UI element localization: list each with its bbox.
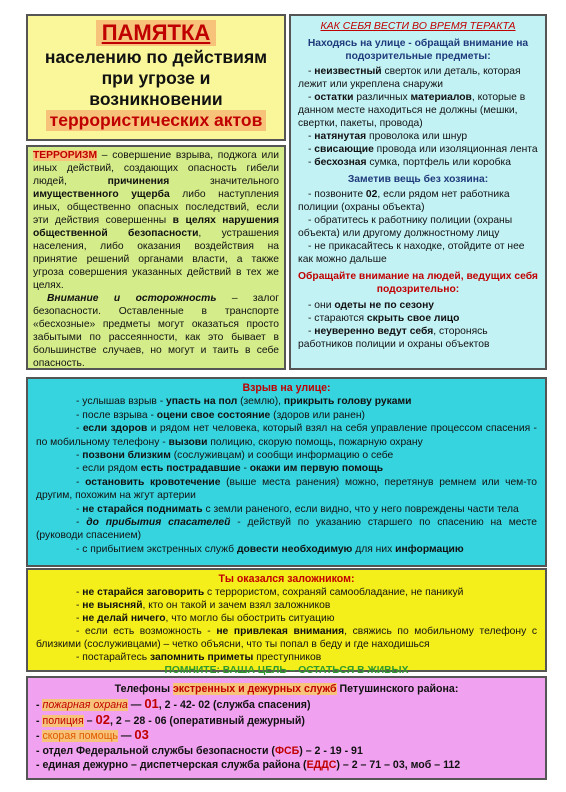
- owner-list: [298, 188, 538, 266]
- hostage-title: Ты оказался заложником:: [218, 573, 355, 585]
- list-item: - они одеты не по сезону: [308, 300, 435, 311]
- list-item: - свисающие провода или изоляционная лента: [308, 144, 538, 155]
- phone-police: - полиция – 02, 2 – 28 - 06 (оперативный дежурный): [36, 711, 305, 727]
- blast-line: - если здоров и рядом нет человека, который взял на себя управление процессом спасения - по мобильному телефону - вызови полицию, скорую помощь, пожарную охрану: [36, 423, 537, 448]
- blast-line: - если рядом есть пострадавшие - окажи им первую помощь: [76, 463, 384, 475]
- list-item: - стараются скрыть свое лицо: [308, 313, 460, 324]
- emergency-phones-panel: [26, 676, 547, 780]
- blast-line: - с прибытием экстренных служб довести необходимую для них информацию: [76, 543, 464, 555]
- remember-slogan: ПОМНИТЕ: ВАША ЦЕЛЬ – ОСТАТЬСЯ В ЖИВЫХ: [164, 665, 409, 676]
- blast-line: - до прибытия спасателей - действуй по указанию старшего по спасению на месте (руководи спасением): [36, 517, 537, 542]
- people-list: [298, 299, 538, 351]
- list-item: - остатки различных материалов, которые в данном месте находиться не должны (мешки, свертки, пакеты, провода): [298, 92, 526, 129]
- hostage-line: - не выясняй, кто он такой и зачем взял заложников: [76, 600, 331, 611]
- list-item: - натянутая проволока или шнур: [308, 131, 468, 142]
- behaviour-during-attack-panel: [289, 14, 547, 370]
- list-item: - бесхозная сумка, портфель или коробка: [308, 157, 511, 168]
- title-line-1: населению по действиям: [44, 47, 268, 67]
- term-terrorism: ТЕРРОРИЗМ: [33, 150, 98, 161]
- list-item: - неуверенно ведут себя, сторонясь работников полиции и охраны объектов: [298, 326, 490, 350]
- title-panel: [26, 14, 286, 141]
- phone-ambulance: - скорая помощь — 03: [36, 727, 149, 743]
- title-line-2: при угрозе и: [101, 68, 211, 88]
- phone-edds: - единая дежурно – диспетчерская служба района (ЕДДС) – 2 – 71 – 03, моб – 112: [36, 759, 461, 772]
- hostage-line: - не старайся заговорить с террористом, сохраняй самообладание, не паникуй: [76, 587, 464, 598]
- hostage-line: - не делай ничего, что могло бы обострить ситуацию: [76, 613, 335, 624]
- hostage-panel: [26, 568, 547, 676]
- definition-paragraph: ТЕРРОРИЗМ – совершение взрыва, поджога или иных действий, создающих опасность гибели людей, причинения значительного имущественного ущерба либо наступления иных, общественно опасных последствий, если эти действия совершенны в целях нарушения общественной безопасности, устрашения населения, либо оказания воздействия на принятие решений органами власти, а также угроза совершения указанных действий в тех же целях.: [33, 150, 279, 291]
- phone-fsb: - отдел Федеральной службы безопасности (ФСБ) – 2 - 19 - 91: [36, 744, 363, 757]
- right-heading: КАК СЕБЯ ВЕСТИ ВО ВРЕМЯ ТЕРАКТА: [320, 20, 516, 32]
- blast-line: - после взрыва - оцени свое состояние (здоров или ранен): [76, 409, 365, 421]
- terrorism-definition-panel: [26, 145, 286, 370]
- street-explosion-panel: [26, 377, 547, 567]
- blast-line: - остановить кровотечение (выше места ранения) можно, перетянув ремнем или чем-то другим, похожим на жгут артерии: [36, 476, 538, 502]
- list-item: - неизвестный сверток или деталь, которая лежит или укреплена снаружи: [298, 66, 521, 90]
- title-line-4: террористических актов: [46, 110, 267, 131]
- blast-title: Взрыв на улице:: [242, 382, 331, 394]
- title-line-3: возникновении: [89, 89, 223, 109]
- phones-title: Телефоны экстренных и дежурных служб Петушинского района:: [114, 683, 459, 695]
- list-item: - позвоните 02, если рядом нет работника полиции (охраны объекта): [298, 189, 510, 213]
- list-item: - не прикасайтесь к находке, отойдите от нее как можно дальше: [298, 241, 525, 265]
- suspicious-items-list: [298, 65, 538, 169]
- list-item: - обратитесь к работнику полиции (охраны объекта) или другому должностному лицу: [298, 215, 513, 239]
- caution-phrase: Внимание и осторожность: [47, 293, 217, 304]
- people-title: Обращайте внимание на людей, ведущих себя подозрительно:: [298, 271, 538, 295]
- blast-line: - услышав взрыв - упасть на пол (землю), прикрыть голову руками: [76, 396, 412, 408]
- hostage-line: - постарайтесь запомнить приметы преступников: [76, 652, 322, 663]
- street-title: Находясь на улице - обращай внимание на подозрительные предметы:: [307, 38, 529, 62]
- blast-line: - позвони близким (сослуживцам) и сообщи информацию о себе: [76, 450, 394, 462]
- caution-paragraph: Внимание и осторожность – залог безопасности. Оставленные в транспорте «бесхозные» предметы могут оказаться просто забытыми по рассеянности, как это бывает в большинстве случаев, но могут и таить в себе опасность.: [33, 293, 279, 369]
- title-pamyatka: ПАМЯТКА: [96, 20, 217, 46]
- phone-fire: - пожарная охрана — 01, 2 - 42- 02 (служба спасения): [36, 696, 311, 712]
- hostage-line: - если есть возможность - не привлекая внимания, свяжись по мобильному телефону с близкими (сослуживцами) – четко объясни, что ты попал в беду и где находишься: [36, 626, 537, 650]
- blast-line: - не старайся поднимать с земли раненого, если видно, что у него повреждены части тела: [76, 503, 519, 515]
- owner-title: Заметив вещь без хозяина:: [347, 174, 489, 185]
